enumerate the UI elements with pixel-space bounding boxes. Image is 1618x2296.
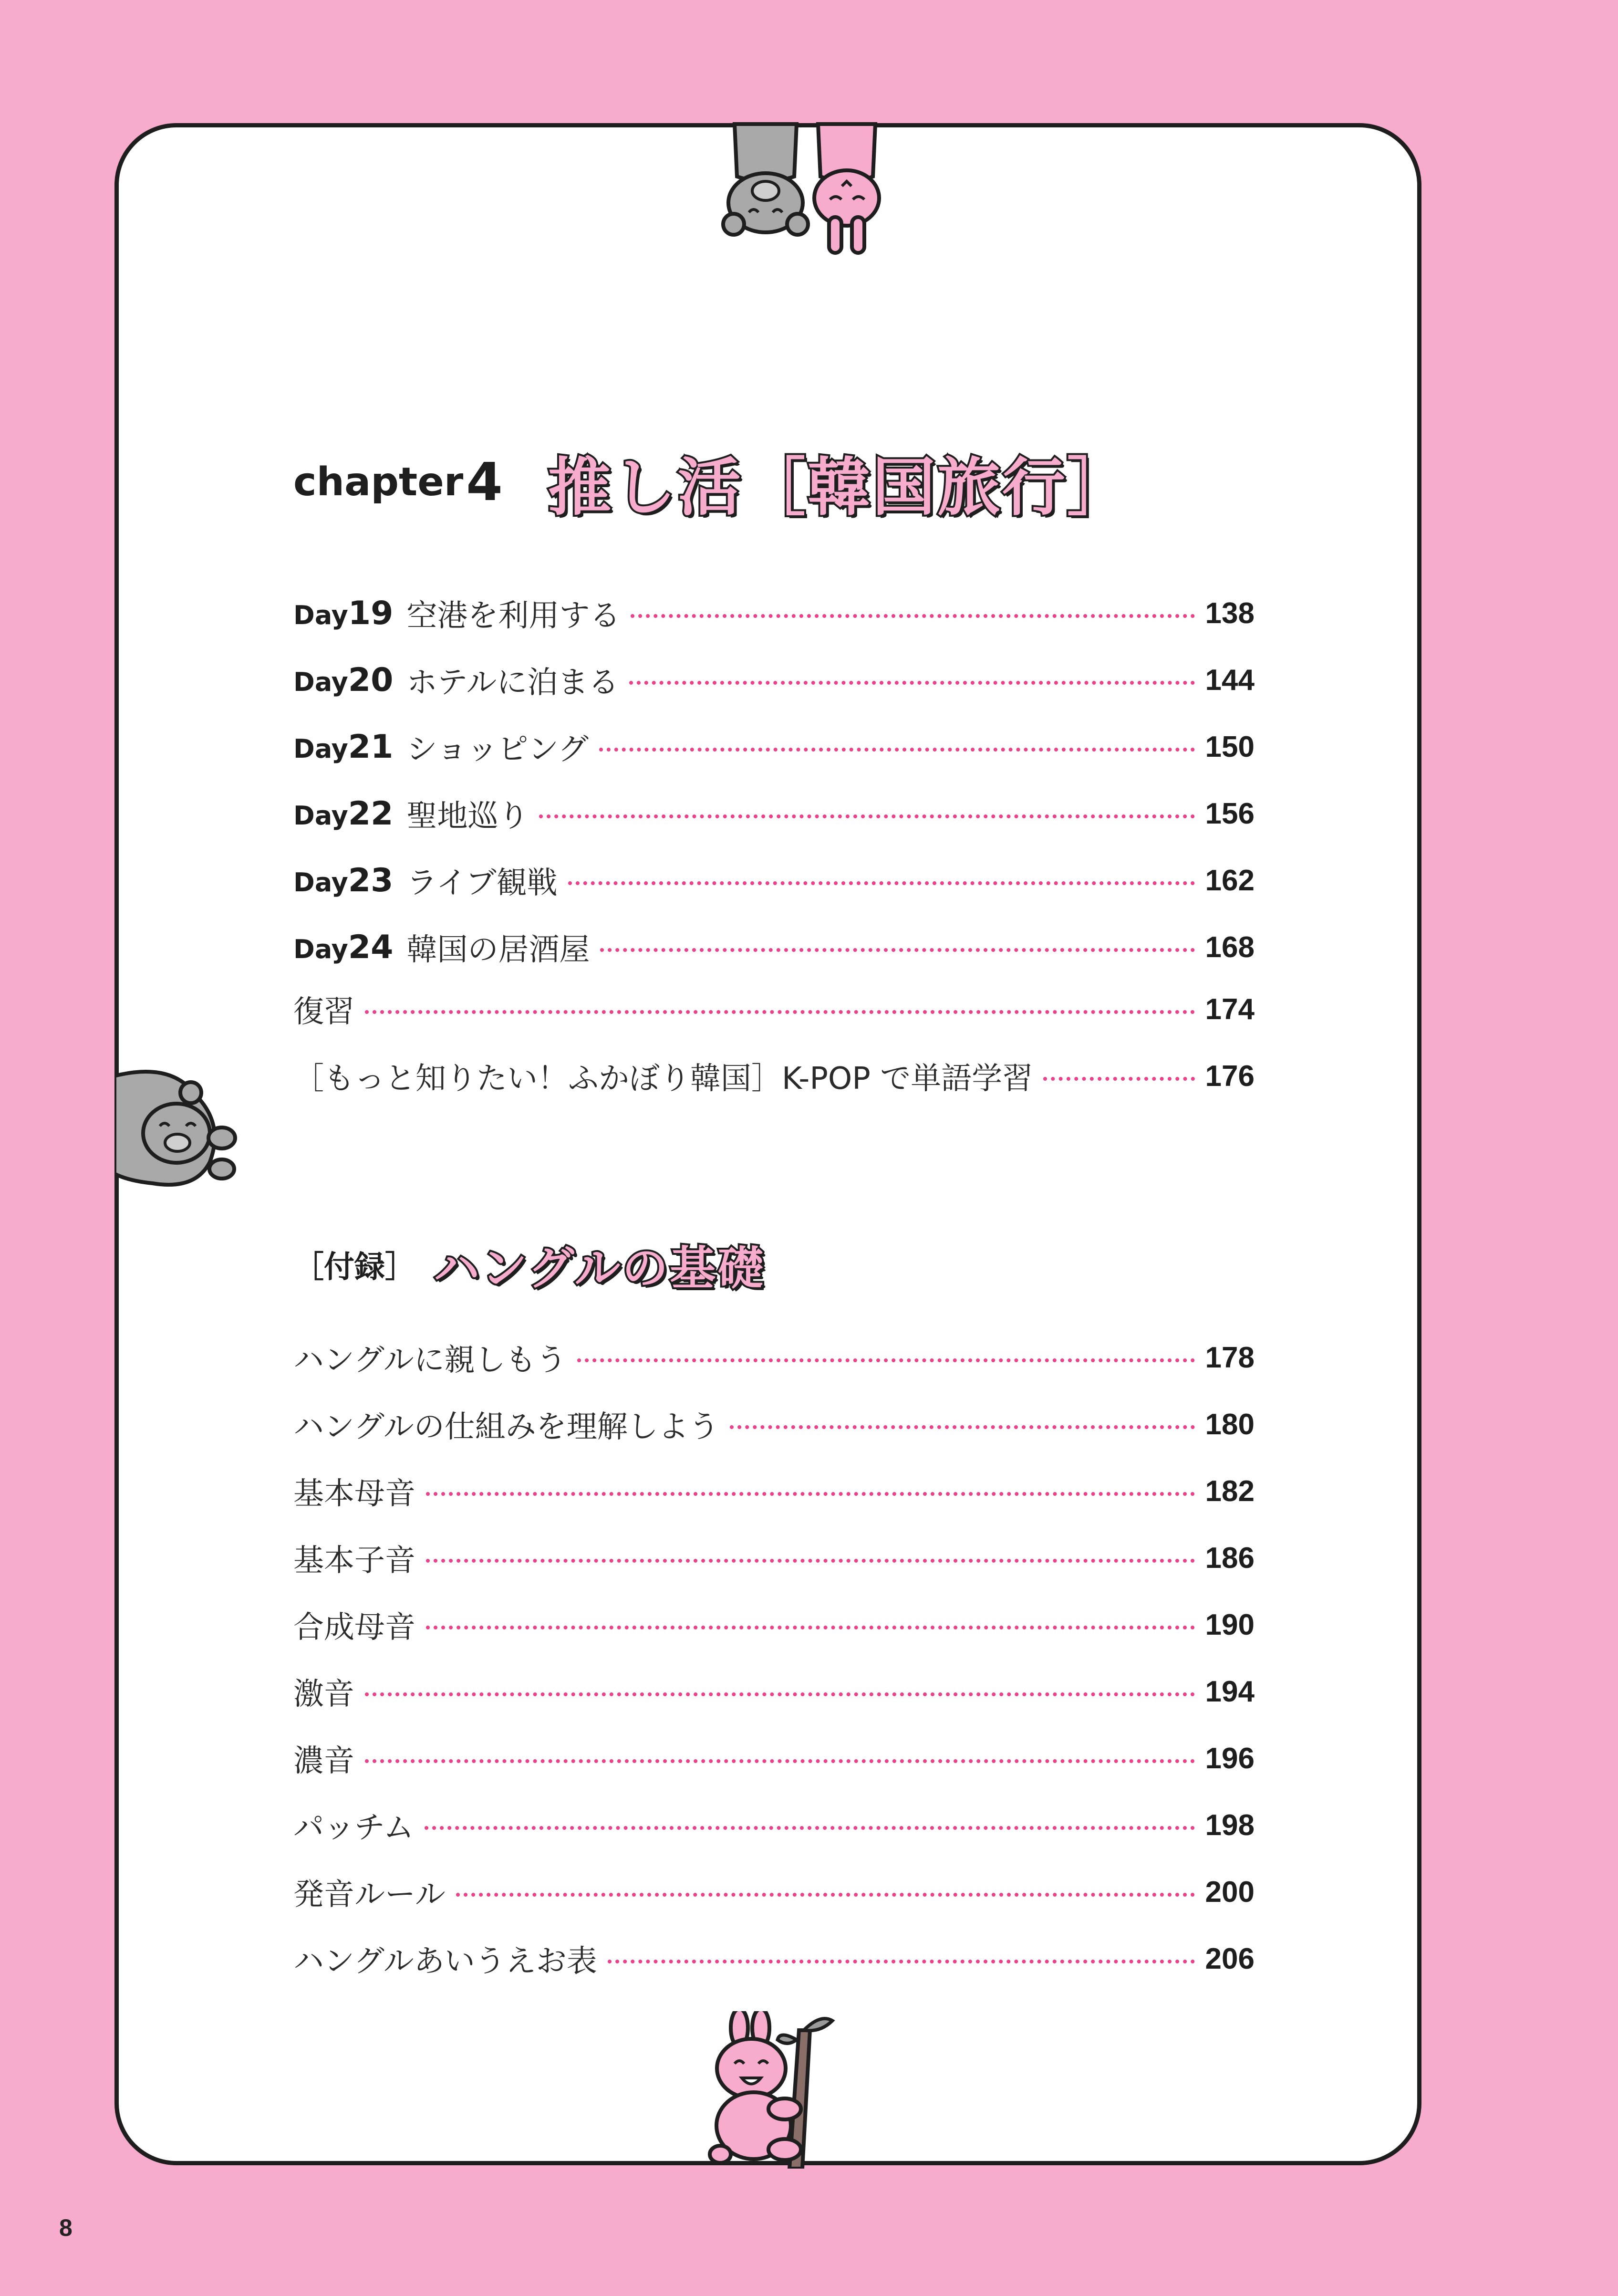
entry-title: パッチム bbox=[293, 1810, 414, 1846]
dot-leader bbox=[631, 614, 1194, 618]
dot-leader bbox=[608, 1960, 1195, 1963]
entry-title: 復習 bbox=[293, 994, 354, 1030]
page-ref: 156 bbox=[1205, 797, 1255, 830]
page-ref: 174 bbox=[1205, 992, 1255, 1026]
entry-title: 合成母音 bbox=[293, 1610, 415, 1645]
page-ref: 162 bbox=[1205, 864, 1255, 897]
dot-leader bbox=[730, 1425, 1195, 1429]
page-ref: 190 bbox=[1205, 1608, 1255, 1641]
dot-leader bbox=[539, 814, 1194, 818]
content-card bbox=[114, 123, 1421, 2165]
dot-leader bbox=[1043, 1077, 1194, 1081]
toc-entry-review[interactable] bbox=[293, 988, 1255, 1031]
day-badge: Day 22 bbox=[293, 794, 394, 833]
page-ref: 186 bbox=[1205, 1541, 1255, 1575]
toc-entry-appendix-5[interactable] bbox=[293, 1603, 1255, 1646]
page-ref: 182 bbox=[1205, 1474, 1255, 1508]
page-ref: 138 bbox=[1205, 596, 1255, 630]
dot-leader bbox=[425, 1826, 1195, 1830]
entry-title: ［もっと知りたい！ふかぼり韓国］K-POP で単語学習 bbox=[293, 1061, 1033, 1096]
page-ref: 198 bbox=[1205, 1808, 1255, 1842]
page-ref: 206 bbox=[1205, 1942, 1255, 1975]
chapter-title: 推し活［韓国旅行］ bbox=[548, 451, 1132, 524]
peeking-bear-illustration bbox=[114, 1066, 243, 1190]
page-ref: 194 bbox=[1205, 1675, 1255, 1708]
dot-leader bbox=[456, 1893, 1195, 1897]
entry-title: 空港を利用する bbox=[406, 598, 621, 634]
toc-entry-appendix-8[interactable] bbox=[293, 1804, 1255, 1847]
toc-entry-appendix-6[interactable] bbox=[293, 1670, 1255, 1713]
entry-title: ライブ観戦 bbox=[406, 866, 558, 901]
day-badge: Day 20 bbox=[293, 661, 394, 699]
chapter-number: 4 bbox=[466, 451, 503, 512]
appendix-heading bbox=[293, 1233, 765, 1295]
dot-leader bbox=[577, 1358, 1195, 1362]
day-badge: Day 19 bbox=[293, 594, 394, 632]
toc-entry-appendix-4[interactable] bbox=[293, 1536, 1255, 1579]
toc-entry-day21[interactable] bbox=[293, 725, 1255, 768]
page-ref: 200 bbox=[1205, 1875, 1255, 1909]
entry-title: 発音ルール bbox=[293, 1877, 446, 1912]
climbing-rabbit-illustration bbox=[701, 2011, 844, 2169]
toc-entry-appendix-9[interactable] bbox=[293, 1870, 1255, 1913]
entry-title: 基本子音 bbox=[293, 1543, 415, 1578]
day-badge: Day 24 bbox=[293, 928, 394, 966]
dot-leader bbox=[629, 681, 1194, 685]
entry-title: ハングルの仕組みを理解しよう bbox=[293, 1409, 719, 1445]
toc-entry-appendix-3[interactable] bbox=[293, 1470, 1255, 1513]
dot-leader bbox=[426, 1492, 1195, 1496]
appendix-label: ［付録］ bbox=[293, 1250, 415, 1285]
page-ref: 180 bbox=[1205, 1408, 1255, 1441]
dot-leader bbox=[568, 881, 1195, 885]
page-ref: 178 bbox=[1205, 1341, 1255, 1374]
toc-entry-day23[interactable] bbox=[293, 859, 1255, 902]
page-ref: 168 bbox=[1205, 930, 1255, 964]
entry-title: 聖地巡り bbox=[406, 799, 529, 834]
dot-leader bbox=[365, 1692, 1195, 1696]
toc-entry-appendix-1[interactable] bbox=[293, 1336, 1255, 1379]
dot-leader bbox=[426, 1559, 1195, 1563]
toc-entry-day19[interactable] bbox=[293, 592, 1255, 635]
page-ref: 150 bbox=[1205, 730, 1255, 763]
entry-title: 濃音 bbox=[293, 1743, 354, 1779]
toc-entry-day20[interactable] bbox=[293, 658, 1255, 701]
dot-leader bbox=[599, 748, 1195, 751]
dot-leader bbox=[600, 948, 1194, 952]
dot-leader bbox=[365, 1010, 1195, 1014]
toc-entry-appendix-10[interactable] bbox=[293, 1937, 1255, 1980]
toc-entry-appendix-7[interactable] bbox=[293, 1737, 1255, 1780]
entry-title: 基本母音 bbox=[293, 1476, 415, 1512]
day-badge: Day 21 bbox=[293, 728, 394, 766]
dot-leader bbox=[365, 1759, 1195, 1763]
entry-title: ハングルあいうえお表 bbox=[293, 1944, 597, 1979]
toc-entry-kpop-column[interactable] bbox=[293, 1054, 1255, 1097]
page-ref: 196 bbox=[1205, 1742, 1255, 1775]
toc-entry-day22[interactable] bbox=[293, 792, 1255, 835]
page-ref: 176 bbox=[1205, 1059, 1255, 1093]
toc-entry-day24[interactable] bbox=[293, 926, 1255, 969]
entry-title: ショッピング bbox=[406, 732, 589, 767]
chapter-label: chapter bbox=[293, 459, 464, 505]
hanging-mascots-illustration bbox=[716, 119, 897, 258]
day-badge: Day 23 bbox=[293, 861, 394, 899]
chapter-heading bbox=[293, 441, 1132, 522]
entry-title: 韓国の居酒屋 bbox=[406, 932, 590, 968]
toc-entry-appendix-2[interactable] bbox=[293, 1403, 1255, 1446]
page-ref: 144 bbox=[1205, 663, 1255, 697]
dot-leader bbox=[426, 1626, 1195, 1629]
page-number: 8 bbox=[59, 2214, 73, 2241]
appendix-title: ハングルの基礎 bbox=[434, 1241, 766, 1295]
entry-title: ホテルに泊まる bbox=[406, 665, 619, 700]
entry-title: ハングルに親しもう bbox=[293, 1343, 567, 1378]
entry-title: 激音 bbox=[293, 1677, 354, 1712]
